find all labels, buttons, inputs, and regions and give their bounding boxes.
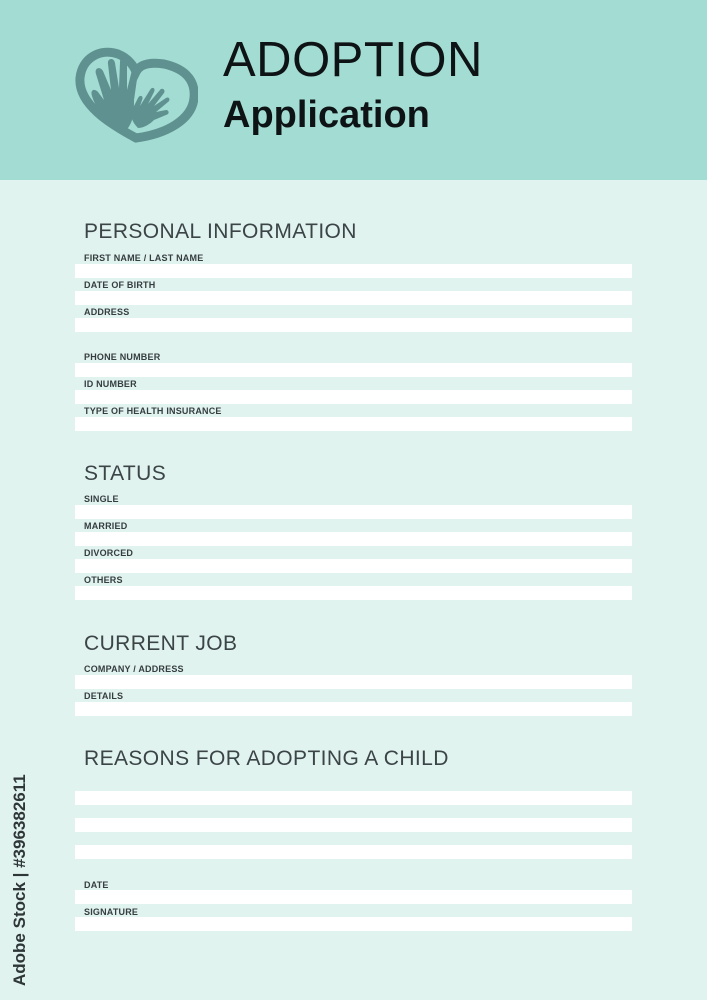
label-date-of-birth: DATE OF BIRTH (84, 280, 156, 290)
field-date-of-birth[interactable] (75, 291, 632, 305)
page-subtitle: Application (223, 94, 430, 136)
field-name[interactable] (75, 264, 632, 278)
label-single: SINGLE (84, 494, 119, 504)
field-reason-line-1[interactable] (75, 791, 632, 805)
stock-watermark (12, 766, 34, 986)
label-details: DETAILS (84, 691, 124, 701)
field-signature[interactable] (75, 917, 632, 931)
watermark-text: Adobe Stock | #396382611 (10, 774, 29, 986)
label-id-number: ID NUMBER (84, 379, 137, 389)
label-name: FIRST NAME / LAST NAME (84, 253, 204, 263)
page-title: ADOPTION (223, 33, 483, 87)
field-others[interactable] (75, 586, 632, 600)
section-title-personal: PERSONAL INFORMATION (84, 220, 357, 243)
field-health-insurance[interactable] (75, 417, 632, 431)
field-reason-line-3[interactable] (75, 845, 632, 859)
header-banner (0, 0, 707, 180)
label-health-insurance: TYPE OF HEALTH INSURANCE (84, 406, 222, 416)
label-others: OTHERS (84, 575, 123, 585)
label-date: DATE (84, 880, 109, 890)
label-married: MARRIED (84, 521, 128, 531)
field-id-number[interactable] (75, 390, 632, 404)
field-company-address[interactable] (75, 675, 632, 689)
section-title-reasons: REASONS FOR ADOPTING A CHILD (84, 747, 449, 770)
heart-hands-icon (74, 44, 198, 144)
field-reason-line-2[interactable] (75, 818, 632, 832)
label-signature: SIGNATURE (84, 907, 139, 917)
label-divorced: DIVORCED (84, 548, 134, 558)
field-address[interactable] (75, 318, 632, 332)
field-date[interactable] (75, 890, 632, 904)
field-divorced[interactable] (75, 559, 632, 573)
field-married[interactable] (75, 532, 632, 546)
field-phone-number[interactable] (75, 363, 632, 377)
label-phone-number: PHONE NUMBER (84, 352, 161, 362)
field-single[interactable] (75, 505, 632, 519)
section-title-job: CURRENT JOB (84, 632, 238, 655)
label-company-address: COMPANY / ADDRESS (84, 664, 184, 674)
section-title-status: STATUS (84, 462, 167, 485)
label-address: ADDRESS (84, 307, 130, 317)
field-details[interactable] (75, 702, 632, 716)
